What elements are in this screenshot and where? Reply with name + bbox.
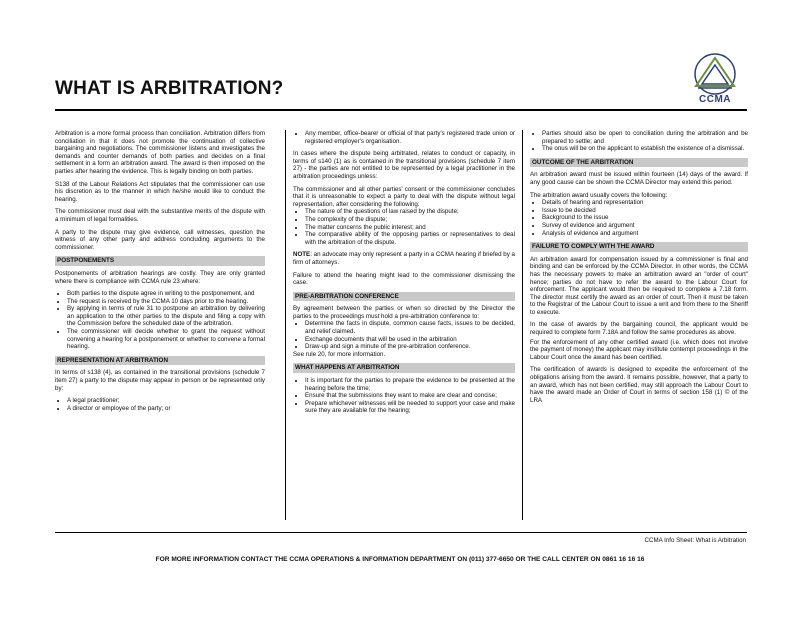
note-paragraph <box>293 251 515 266</box>
section-heading-what-happens: WHAT HAPPENS AT ARBITRATION <box>293 363 515 373</box>
postponement-list <box>55 290 265 351</box>
page-title: WHAT IS ARBITRATION? <box>55 78 284 99</box>
list-item: • Draw-up and sign a minute of the pre-arbitration conference. <box>305 343 515 351</box>
section-heading-failure-to-comply: FAILURE TO COMPLY WITH THE AWARD <box>530 242 748 252</box>
note-label: NOTE <box>293 251 311 259</box>
footer-divider <box>55 532 747 533</box>
paragraph: In cases where the dispute being arbitrated, relates to conduct or capacity, in terms of s140 (1) as is contained in the transitional provisions (schedule 7 item 27) - the parties are not entitled to be represented by a legal practitioner in the arbitration proceedings unless: <box>293 150 515 180</box>
award-contents-list <box>530 199 748 237</box>
column-2 <box>293 130 515 420</box>
list-item: • The commissioner will decide whether to grant the request without convening a hearing for a postponement or whether to convene a formal hearing. <box>67 328 265 351</box>
list-item: • A legal practitioner; <box>67 397 265 405</box>
list-item: • Details of hearing and representation <box>542 199 748 207</box>
list-item: • A director or employee of the party; or <box>67 405 265 413</box>
list-item: • Both parties to the dispute agree in writing to the postponement, and <box>67 290 265 298</box>
column-divider <box>285 130 286 520</box>
representation-list-continued <box>293 130 515 145</box>
paragraph: An arbitration award for compensation issued by a commissioner is final and binding and can be enforced by the CCMA Director. In other words, the CCMA has the necessary powers to make an arbitration award an "order of court" hence; parties do not have to refer the award to the Labour Court for enforcement. The applicant would then be required to complete a 7.18 form. The director must certify the award as an order of court. Then it must be taken to the Registrar of the Labour Court to issue a writ and from there to the Sheriff to execute. <box>530 255 748 316</box>
paragraph: Failure to attend the hearing might lead to the commissioner dismissing the case. <box>293 271 515 287</box>
list-item: • Parties should also be open to conciliation during the arbitration and be prepared to settle; and <box>542 130 748 145</box>
column-1 <box>55 130 265 417</box>
list-item: • The nature of the questions of law raised by the dispute; <box>305 208 515 216</box>
paragraph: By agreement between the parties or when so directed by the Director the parties to the proceedings must hold a pre-arbitration conference to: <box>293 305 515 320</box>
logo-text: CCMA <box>699 94 731 105</box>
paragraph: For the enforcement of any other certified award (i.e. which does not involve the payment of money) the applicant may institute contempt proceedings in the Labour Court once the award has been certified. <box>530 338 748 361</box>
list-item: • Any member, office-bearer or official of that party's registered trade union or registered employer's organisation. <box>305 130 515 145</box>
paragraph: Arbitration is a more formal process than conciliation. Arbitration differs from conciliation in that it does not promote the continuation of collective bargaining and negotiations. The commissioner listens and investigates the demands and counter demands of both parties and decides on a final settlement in a form an arbitration award. The award is then imposed on the parties after hearing the evidence. This is legally binding on both parties. <box>55 130 265 175</box>
list-item: • Prepare whichever witnesses will be needed to support your case and make sure they are available for the hearing; <box>305 400 515 415</box>
paragraph: An arbitration award must be issued within fourteen (14) days of the award. If any good cause can be shown the CCMA Director may extend this period. <box>530 171 748 186</box>
list-item: • Analysis of evidence and argument <box>542 230 748 238</box>
section-heading-postponements: POSTPONEMENTS <box>55 256 265 266</box>
paragraph: The arbitration award usually covers the following: <box>530 191 668 199</box>
list-item: • By applying in terms of rule 31 to postpone an arbitration by delivering an application to the other parties to the dispute and filing a copy with the Commission before the scheduled date of the arbitration. <box>67 305 265 328</box>
paragraph: S138 of the Labour Relations Act stipulates that the commissioner can use his discretion as to the manner in which he/she would like to conduct the hearing. <box>55 180 265 203</box>
info-sheet-label: CCMA Info Sheet: What is Arbitration <box>644 537 746 544</box>
section-heading-pre-arbitration: PRE-ARBITRATION CONFERENCE <box>293 292 515 302</box>
paragraph: The certification of awards is designed to expedite the enforcement of the obligations arising from the award. It remains possible, however, that a party to an award, which has not been certified, may still approach the Labour Court to have the award made an Order of Court in terms of section 158 (1) © of the LRA <box>530 366 748 404</box>
representation-list <box>55 397 265 412</box>
consideration-list <box>293 208 515 246</box>
list-item: • Exchange documents that will be used in the arbitration <box>305 336 515 344</box>
list-item: • The request is received by the CCMA 10 days prior to the hearing. <box>67 298 265 306</box>
ccma-emblem-icon <box>684 52 746 96</box>
list-item: • Survey of evidence and argument <box>542 222 748 230</box>
header-divider <box>55 109 747 111</box>
list-item: • The matter concerns the public interest; and <box>305 224 515 232</box>
ccma-logo <box>684 52 746 110</box>
list-item: • The complexity of the dispute; <box>305 216 515 224</box>
list-item: • It is important for the parties to prepare the evidence to be presented at the hearing before the time; <box>305 377 515 392</box>
section-heading-representation: REPRESENTATION AT ARBITRATION <box>55 356 265 366</box>
list-item: • The comparative ability of the opposing parties or representatives to deal with the arbitration of the dispute. <box>305 231 515 246</box>
footer-contact-text: FOR MORE INFORMATION CONTACT THE CCMA OPERATIONS & INFORMATION DEPARTMENT ON (011) 377-6650 OR THE CALL CENTER ON 0861 16 16 16 <box>155 556 645 563</box>
paragraph: In terms of s138 (4), as contained in the transitional provisions (schedule 7 item 27) a party to the dispute may appear in person or be represented only by: <box>55 369 265 392</box>
section-heading-outcome: OUTCOME OF THE ARBITRATION <box>530 158 748 168</box>
list-item: • Background to the issue <box>542 214 748 222</box>
paragraph: The commissioner and all other parties' consent or the commissioner concludes that it is unreasonable to expect a party to deal with the dispute without legal representation, after considering the following: <box>293 185 515 208</box>
paragraph: See rule 20, for more information. <box>293 350 386 358</box>
list-item: • Issue to be decided <box>542 207 748 215</box>
column-3 <box>530 130 748 409</box>
list-item: • Determine the facts in dispute, common cause facts, issues to be decided, and relief claimed. <box>305 320 515 335</box>
note-text: : an advocate may only represent a party in a CCMA hearing if briefed by a firm of attorneys. <box>293 251 515 266</box>
column-divider <box>522 130 523 520</box>
list-item: • Ensure that the submissions they want to make are clear and concise; <box>305 392 515 400</box>
list-item: • The onus will be on the applicant to establish the existence of a dismissal. <box>542 145 748 153</box>
what-happens-list <box>293 377 515 415</box>
paragraph: Postponements of arbitration hearings are costly. They are only granted where there is compliance with CCMA rule 23 where: <box>55 269 265 285</box>
what-happens-list-continued <box>530 130 748 153</box>
paragraph: A party to the dispute may give evidence, call witnesses, question the witness of any other party and address concluding arguments to the commissioner. <box>55 228 265 251</box>
paragraph: In the case of awards by the bargaining council, the applicant would be required to complete form 7.18A and follow the same procedures as above. <box>530 321 748 337</box>
paragraph: The commissioner must deal with the substantive merits of the dispute with a minimum of legal formalities. <box>55 208 265 223</box>
pre-arbitration-list <box>293 320 515 350</box>
